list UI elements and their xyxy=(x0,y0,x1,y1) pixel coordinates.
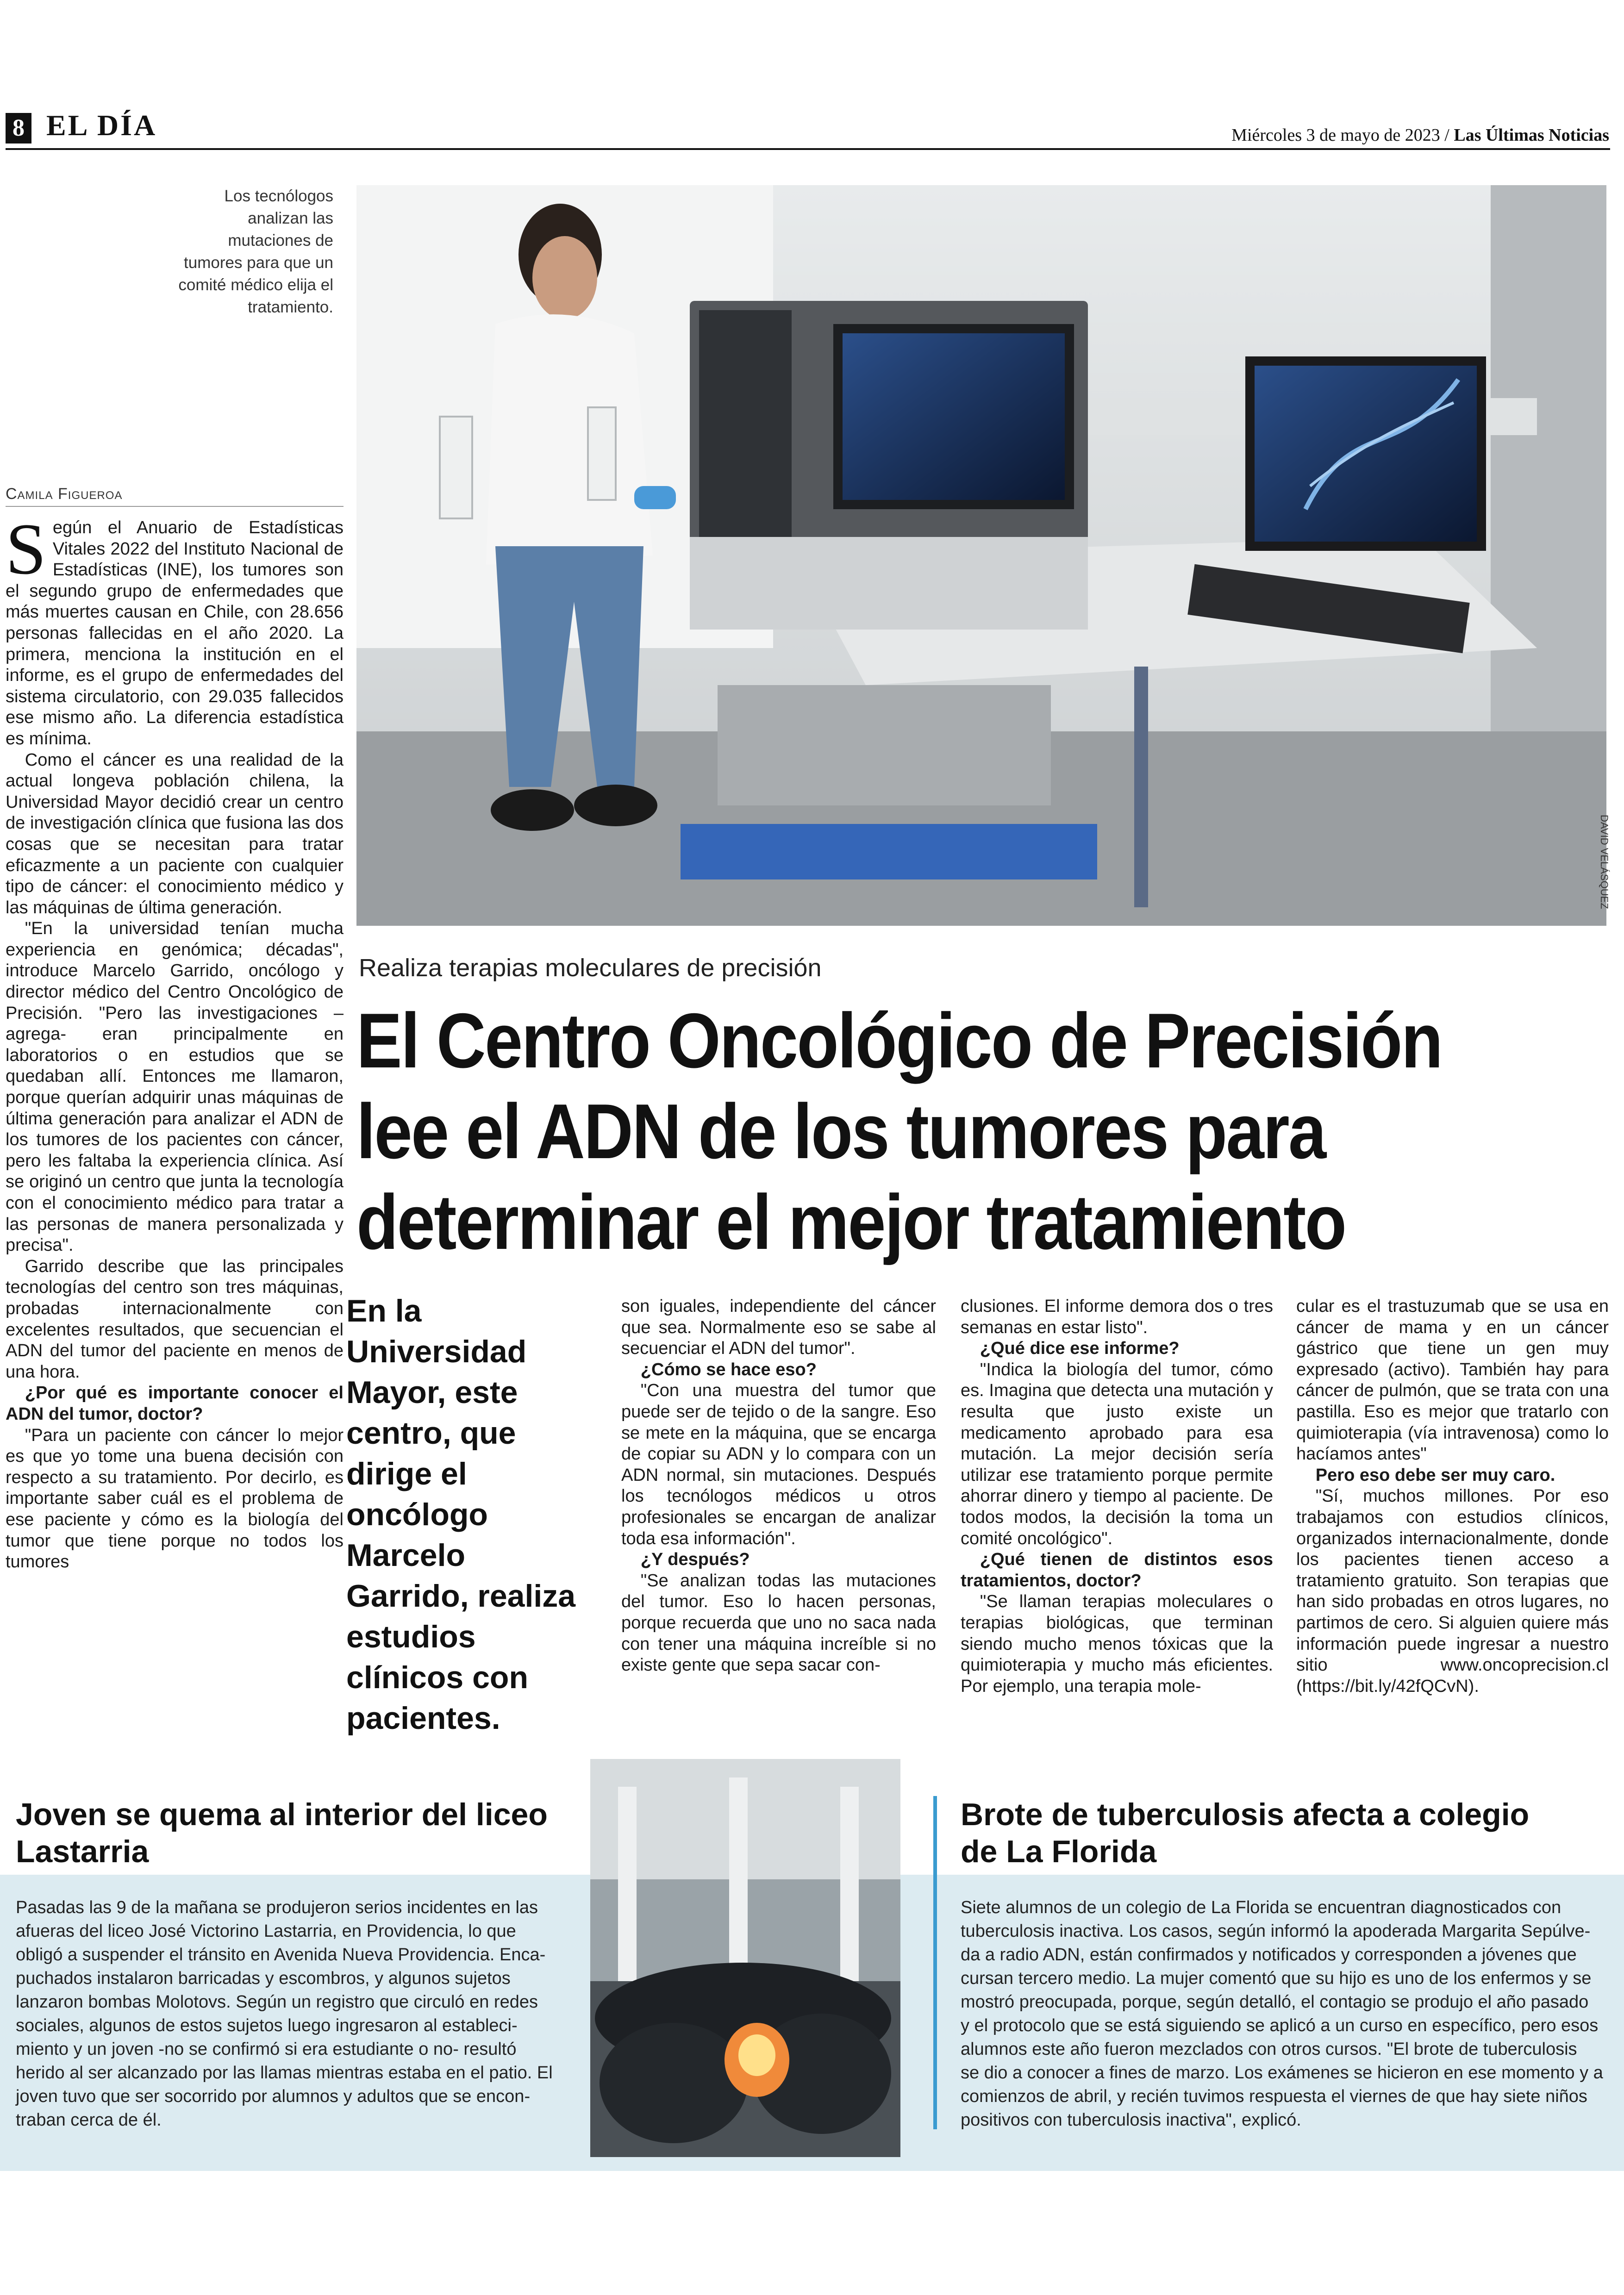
text-line: tuberculosis inactiva. Los casos, según informó la apoderada Margarita Sepúlve- xyxy=(961,1921,1591,1941)
paragraph: clusiones. El informe demora dos o tres semanas en estar listo". xyxy=(961,1297,1273,1337)
article-column-3 xyxy=(961,1296,1273,1731)
text-line: herido al ser alcanzado por las llamas mientras estaba en el patio. El xyxy=(16,2063,553,2083)
interview-question: ¿Qué dice ese informe? xyxy=(980,1339,1180,1359)
interview-question: ¿Por qué es importante conocer el ADN del tumor, doctor? xyxy=(6,1383,344,1424)
photo-caption: Los tecnólogos analizan las mutaciones de tumores para que un comité médico elija el tratamiento. xyxy=(178,187,333,316)
paragraph xyxy=(6,518,344,750)
text-line: se dio a conocer a fines de marzo. Los exámenes se hicieron en ese momento y a xyxy=(961,2063,1603,2083)
paragraph: "Se llaman terapias moleculares o terapias biológicas, que terminan siendo mucho menos tóxicas que la quimioterapia y mucho más eficientes. Por ejemplo, una terapia mole- xyxy=(961,1592,1273,1696)
text-line: cursan tercero medio. La mujer comentó que su hijo es uno de los enfermos y se xyxy=(961,1969,1592,1988)
paragraph: "Para un paciente con cáncer lo mejor es que yo tome una buena decisión con respecto a su tratamiento. Por decirlo, es importante saber cuál es el problema de ese paciente y cómo es la biología del tumor que tiene porque no todos los tumores xyxy=(6,1425,344,1572)
headline-line: El Centro Oncológico de Precisión xyxy=(356,997,1442,1084)
paragraph: "Sí, muchos millones. Por eso trabajamos con estudios clínicos, organizados internacionalmente, donde los pacientes tienen acceso a tratamiento gratuito. Son terapias que han sido probadas en otros lugares, no partimos de cero. Si alguien quiere más información puede ingresar a nuestro sitio www.oncoprecision.cl (https://bit.ly/42fQCvN). xyxy=(1296,1486,1609,1696)
text-line: lanzaron bombas Molotovs. Según un registro que circuló en redes xyxy=(16,1992,538,2012)
headline-line: lee el ADN de los tumores para xyxy=(356,1088,1325,1175)
article-column-2 xyxy=(621,1296,936,1731)
text-line: positivos con tuberculosis inactiva", explicó. xyxy=(961,2110,1301,2130)
text-line: Siete alumnos de un colegio de La Florida se encuentran diagnosticados con xyxy=(961,1898,1562,1917)
text-line: Pasadas las 9 de la mañana se produjeron serios incidentes en las xyxy=(16,1898,538,1917)
article-column-4 xyxy=(1296,1296,1609,1731)
paragraph: Garrido describe que las principales tecnologías del centro son tres máquinas, probadas internacionalmente con excelentes resultados, que secuencian el ADN del tumor del paciente en menos de una hora. xyxy=(6,1256,344,1382)
paragraph-text: egún el Anuario de Estadísticas Vitales 2022 del Instituto Nacional de Estadísticas (INE), los tumores son el segundo grupo de enfermedades que más muertes causan en Chile, con 28.656 personas fallecidas en el año 2020. La primera, menciona la institución en el informe, es el grupo de enfermedades del sistema circulatorio, con 29.035 fallecidos ese mismo año. La diferencia estadística es mínima. xyxy=(6,518,344,748)
interview-question: ¿Y después? xyxy=(640,1550,750,1570)
interview-question: Pero eso debe ser muy caro. xyxy=(1315,1465,1555,1485)
brief-1-text xyxy=(16,1896,557,2132)
text-line: comienzos de abril, y recién tuvimos respuesta el viernes de que hay siete niños xyxy=(961,2087,1587,2106)
photo-credit: DAVID VELÁSQUEZ xyxy=(1599,815,1610,909)
paragraph: "Con una muestra del tumor que puede ser de tejido o de la sangre. Eso se mete en la máquina, que se encarga de copiar su ADN y lo compara con un ADN normal, sin mutaciones. Después los tecnólogos médicos u otros profesionales se encargan de analizar toda esa información". xyxy=(621,1381,936,1548)
lab-photo xyxy=(356,185,1606,926)
headline-line: determinar el mejor tratamiento xyxy=(356,1179,1346,1266)
text-line: mostró preocupada, porque, según detalló, el contagio se produjo el año pasado xyxy=(961,1992,1589,2012)
brief-2-accent-bar xyxy=(933,1796,937,2129)
lead-summary: En la Universidad Mayor, este centro, que dirige el oncólogo Marcelo Garrido, realiza estudios clínicos con pacientes. xyxy=(346,1293,576,1736)
text-line: alumnos este año fueron mezclados con otros cursos. "El brote de tuberculosis xyxy=(961,2039,1577,2059)
text-line: afueras del liceo José Victorino Lastarria, en Providencia, lo que xyxy=(16,1921,516,1941)
paragraph: son iguales, independiente del cáncer que sea. Normalmente eso se sabe al secuenciar el ADN del tumor". xyxy=(621,1297,936,1359)
page-number: 8 xyxy=(6,113,31,143)
school-incident-photo xyxy=(590,1759,900,2157)
date-text: Miércoles 3 de mayo de 2023 / xyxy=(1231,125,1449,145)
article-column-1 xyxy=(6,518,344,1730)
text-line: puchados instalaron barricadas y escombros, y algunos sujetos xyxy=(16,1969,511,1988)
drop-cap: S xyxy=(6,518,46,590)
text-line: miento y un joven -no se confirmó si era estudiante o no- resultó xyxy=(16,2039,517,2059)
headline xyxy=(356,995,1452,1267)
newspaper-name: Las Últimas Noticias xyxy=(1454,125,1609,145)
brief-2-text xyxy=(961,1896,1609,2132)
paragraph: cular es el trastuzumab que se usa en cáncer de mama y en un cáncer gástrico que tiene un gen muy expresado (activo). También hay para cáncer de pulmón, que se trata con una pastilla. Eso es mejor que tratarlo con quimioterapia (vía intravenosa) como lo hacíamos antes" xyxy=(1296,1297,1609,1464)
section-title: EL DÍA xyxy=(46,109,157,142)
text-line: traban cerca de él. xyxy=(16,2110,162,2130)
kicker: Realiza terapias moleculares de precisión xyxy=(359,954,822,982)
paragraph: "Se analizan todas las mutaciones del tumor. Eso lo hacen personas, porque recuerda que uno no saca nada con tener una máquina increíble si no existe gente que sepa sacar con- xyxy=(621,1571,936,1675)
text-line: joven tuvo que ser socorrido por alumnos y adultos que se encon- xyxy=(16,2087,531,2106)
dateline xyxy=(1231,125,1609,145)
paragraph: "Indica la biología del tumor, cómo es. Imagina que detecta una mutación y resulta que justo existe un medicamento aprobado para esa mutación. La mejor decisión sería utilizar ese tratamiento porque permite ahorrar dinero y tiempo al paciente. De todos modos, la decisión la toma un comité oncológico". xyxy=(961,1360,1273,1548)
school-incident-illustration xyxy=(590,1759,900,2157)
interview-question: ¿Cómo se hace eso? xyxy=(640,1360,817,1379)
text-line: da a radio ADN, están confirmados y notificados y corresponden a jóvenes que xyxy=(961,1945,1577,1964)
lab-photo-illustration xyxy=(356,185,1606,926)
byline: Camila Figueroa xyxy=(6,485,344,507)
brief-1-title: Joven se quema al interior del liceo Lastarria xyxy=(16,1797,548,1869)
text-line: y el protocolo que se está siguiendo se aplicó a un curso en específico, pero esos xyxy=(961,2016,1599,2035)
paragraph: Como el cáncer es una realidad de la actual longeva población chilena, la Universidad Mayor decidió crear un centro de investigación clínica que fusiona las dos cosas que se necesitan para tratar eficazmente a un paciente con cualquier tipo de cáncer: el conocimiento médico y las máquinas de última generación. xyxy=(6,750,344,917)
text-line: obligó a suspender el tránsito en Avenida Nueva Providencia. Enca- xyxy=(16,1945,546,1964)
interview-question: ¿Qué tienen de distintos esos tratamientos, doctor? xyxy=(961,1550,1273,1590)
paragraph: "En la universidad tenían mucha experiencia en genómica; décadas", introduce Marcelo Garrido, oncólogo y director médico del Centro Oncológico de Precisión. "Pero las investigaciones –agrega- eran principalmente en laboratorios o en estudios que se quedaban allí. Entonces me llamaron, porque querían adquirir unas máquinas de última generación para analizar el ADN de los tumores de los pacientes con cáncer, pero les faltaba la experiencia clínica. Así se originó un centro que junta la tecnología con el conocimiento médico para tratar a las personas de manera personalizada y precisa". xyxy=(6,919,344,1255)
brief-2-title: Brote de tuberculosis afecta a colegio de La Florida xyxy=(961,1797,1530,1869)
text-line: sociales, algunos de estos sujetos luego ingresaron al estableci- xyxy=(16,2016,518,2035)
header-rule xyxy=(6,148,1610,150)
